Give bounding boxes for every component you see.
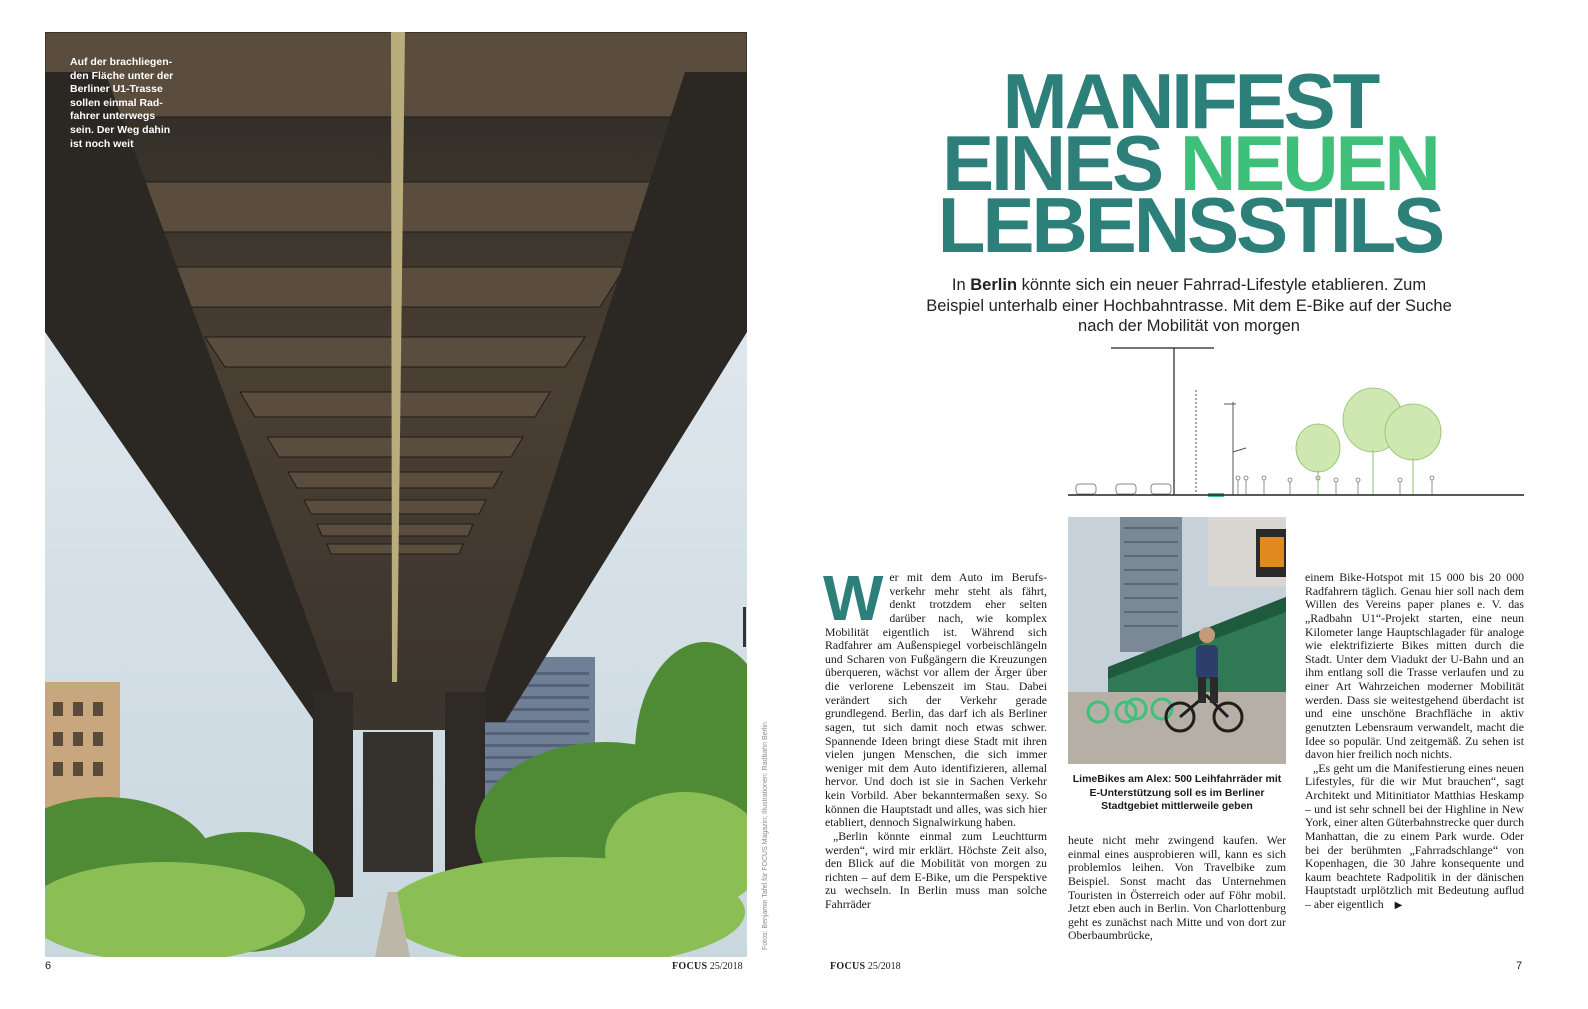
continue-arrow-icon: ▶ <box>1394 900 1403 911</box>
photo-credit <box>762 722 774 950</box>
under-viaduct-photo <box>45 32 747 957</box>
col3-paragraph-2-text: „Es geht um die Manifestierung eines neuen Lifestyles, für die wir Mut brauchen“, sagt Architekt und Mitinitiator Matthias Heskamp – und ist sehr schnell bei der Highline in New York, einer alten Güterbahnstrecke quer durch Manhattan, die zu einem Park wurde. Oder bei der berühmten „Fahrradschlange“ von Kopenhagen, die 30 Jahre konsequente und kaum beachtete Radpolitik in der dänischen Hauptstadt urplötzlich mit Bedeutung auflud – aber eigentlich <box>1305 760 1524 911</box>
photo-caption: Auf der brachliegen-den Fläche unter der Berliner U1-Trasse sollen einmal Rad-fahrer unterwegs sein. Der Weg dahin ist noch weit <box>70 56 174 150</box>
dek <box>925 275 1453 337</box>
folio-issue: 25/2018 <box>709 961 743 972</box>
folio-brand: FOCUS <box>672 961 708 972</box>
dek-post: könnte sich ein neuer Fahrrad-Lifestyle etablieren. Zum Beispiel unterhalb einer Hochbahntrasse. Mit dem E-Bike auf der Suche nach der Mobilität von morgen <box>926 276 1452 335</box>
photo2-caption: LimeBikes am Alex: 500 Leihfahrräder mit E-Unterstützung soll es im Berliner Stadtgebiet mittlerweile geben <box>1072 773 1282 812</box>
dek-pre: In <box>951 276 971 294</box>
col3-paragraph-1: einem Bike-Hotspot mit 15 000 bis 20 000 Radfahrern täglich. Genau hier soll nach dem Willen des Vereins paper planes e. V. das „Radbahn U1“-Projekt starten, eine neun Kilometer lange Hauptschlagader für analoge wie elektrifizierte Bikes mitten durch die Stadt. Unter dem Viadukt der U-Bahn und an ihm entlang soll die Trasse verlaufen und zu einer Art Wahrzeichen moderner Mobilität werden. Dass sie weitestgehend überdacht ist und eine unschöne Brachfläche in aktiv genutzten Lebensraum verwandelt, macht die Idee so populär. Und zeitgemäß. Zu sehen ist davon hier freilich noch nichts. <box>1305 570 1524 762</box>
photo-credit-text: Fotos: Benjamin Tafel für FOCUS Magazin; Illustrationen: Radbahn Berlin <box>762 722 769 950</box>
headline <box>930 57 1450 269</box>
headline-line-2a: EINES <box>942 119 1180 207</box>
page-number-right: 7 <box>1516 960 1523 972</box>
limebikes-photo <box>1068 517 1286 764</box>
drop-cap: W <box>823 562 884 634</box>
col2-paragraph: heute nicht mehr zwingend kaufen. Wer einmal eines ausprobieren will, kann es sich problemlos leihen. Von Travelbike zum Beispiel. Sonst macht das Unternehmen Touristen in Österreich oder auf Föhr mobil. Jetzt eben auch in Berlin. Von Charlottenburg geht es zunächst nach Mitte und von dort zur Oberbaumbrücke, <box>1068 833 1286 943</box>
street-cross-section-illustration <box>1068 340 1530 510</box>
col1-paragraph-2: „Berlin könnte einmal zum Leuchtturm werden“, wird mir erklärt. Höchste Zeit also, den Blick auf die Mobilität von morgen zu richten – auf dem E-Bike, um die Perspektive zu wechseln. In Berlin muss man solche Fahrräder <box>825 828 1047 911</box>
folio-brand-right: FOCUS <box>830 961 866 972</box>
headline-line-3: LEBENSSTILS <box>937 181 1443 269</box>
body-column-2 <box>1068 834 1286 943</box>
col1-paragraph-1: er mit dem Auto im Berufs-verkehr mehr steht als fährt, denkt trotzdem eher selten darüber nach, wie komplex Mobilität eigentlich ist. Während sich Radfahrer am Außenspiegel vorbeischlängeln und Scharen von Fußgängern die Kreuzungen überqueren, wächst vor allem der Ärger über die verlorene Lebenszeit im Stau. Dabei verändert sich der Verkehr gerade grundlegend. Berlin, das darf ich als Berliner sagen, tut sich damit noch etwas schwer. Spannende Ideen bringt diese Stadt mit ihren vielen jungen Menschen, die sich immer weniger mit dem Auto identifizieren, allemal hervor. Und doch ist sie in Sachen Verkehr kein Vorbild. Aber bekanntermaßen sexy. So können die Hauptstadt und alles, was sich hier etabliert, dennoch Signalwirkung haben. <box>825 570 1047 830</box>
folio-right <box>830 961 901 972</box>
folio-left <box>672 961 743 972</box>
body-column-1 <box>823 562 1047 912</box>
folio-issue-right: 25/2018 <box>867 961 901 972</box>
col3-paragraph-2 <box>1305 762 1524 913</box>
dek-bold: Berlin <box>970 276 1018 294</box>
page-number-left: 6 <box>45 960 52 972</box>
headline-accent: NEUEN <box>1179 119 1438 207</box>
body-column-3 <box>1305 571 1524 913</box>
headline-line-1: MANIFEST <box>1002 57 1378 145</box>
